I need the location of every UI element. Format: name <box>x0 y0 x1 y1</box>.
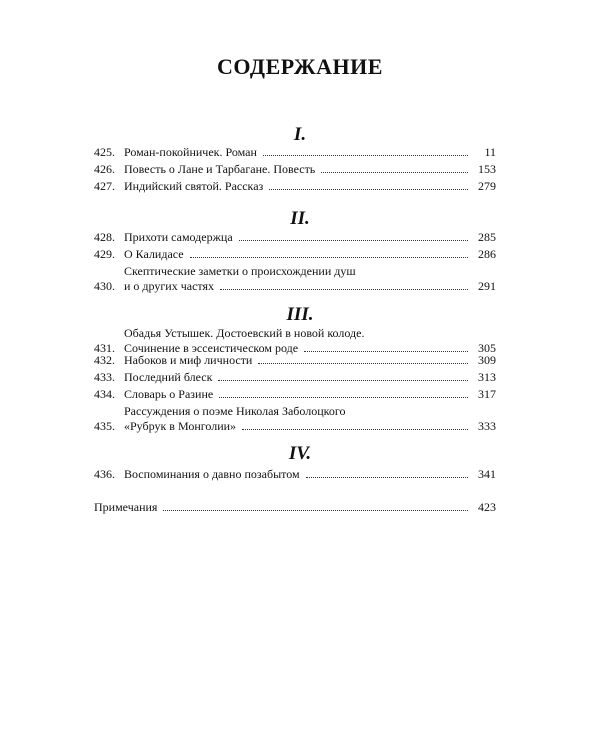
toc-entry[interactable] <box>94 353 496 368</box>
entry-number: 433. <box>94 370 115 384</box>
page-title: СОДЕРЖАНИЕ <box>217 54 383 79</box>
entry-number: 431. <box>94 341 115 355</box>
entry-title: Последний блеск <box>124 370 213 384</box>
toc-entry[interactable] <box>94 467 496 482</box>
toc-entry[interactable] <box>94 387 496 402</box>
toc-entry[interactable] <box>94 404 496 434</box>
dot-leader <box>269 189 468 190</box>
entry-page: 305 <box>478 341 496 355</box>
toc-entry[interactable] <box>94 230 496 245</box>
notes-page: 423 <box>478 500 496 514</box>
entry-page: 279 <box>478 179 496 193</box>
dot-leader <box>306 477 468 478</box>
entry-number: 425. <box>94 145 115 159</box>
dot-leader <box>321 172 468 173</box>
entry-number: 432. <box>94 353 115 367</box>
entry-title: О Калидасе <box>124 247 184 261</box>
entry-page: 11 <box>484 145 496 159</box>
toc-entry[interactable] <box>94 145 496 160</box>
entry-title: Набоков и миф личности <box>124 353 253 367</box>
dot-leader <box>190 257 468 258</box>
entry-number: 430. <box>94 279 115 293</box>
entry-title: Роман-покойничек. Роман <box>124 145 257 159</box>
toc-entry[interactable] <box>94 162 496 177</box>
entry-number: 427. <box>94 179 115 193</box>
entry-page: 291 <box>478 279 496 293</box>
entry-page: 341 <box>478 467 496 481</box>
toc-entry[interactable] <box>94 326 496 356</box>
entry-page: 286 <box>478 247 496 261</box>
entry-page: 309 <box>478 353 496 367</box>
entry-page: 153 <box>478 162 496 176</box>
dot-leader <box>163 510 468 511</box>
entry-title: Прихоти самодержца <box>124 230 233 244</box>
entry-number: 429. <box>94 247 115 261</box>
notes-label: Примечания <box>94 500 158 514</box>
dot-leader <box>242 429 468 430</box>
toc-entry[interactable] <box>94 370 496 385</box>
entry-title-line: Обадья Устышек. Достоевский в новой колоде. <box>124 326 365 340</box>
toc-entry[interactable] <box>94 179 496 194</box>
toc-entry[interactable] <box>94 264 496 294</box>
part-heading-3: III. <box>286 304 314 325</box>
dot-leader <box>218 380 468 381</box>
entry-number: 435. <box>94 419 115 433</box>
toc-entry-notes[interactable] <box>94 500 496 515</box>
entry-page: 317 <box>478 387 496 401</box>
part-heading-4: IV. <box>288 443 312 464</box>
entry-number: 434. <box>94 387 115 401</box>
entry-title-line: Рассуждения о поэме Николая Заболоцкого <box>124 404 346 418</box>
entry-number: 428. <box>94 230 115 244</box>
part-heading-2: II. <box>290 208 310 229</box>
dot-leader <box>220 289 468 290</box>
dot-leader <box>219 397 468 398</box>
entry-number: 436. <box>94 467 115 481</box>
entry-title: Сочинение в эссеистическом роде <box>124 341 299 355</box>
part-heading-1: I. <box>293 124 307 145</box>
entry-page: 285 <box>478 230 496 244</box>
entry-title: Повесть о Лане и Тарбагане. Повесть <box>124 162 316 176</box>
entry-title: Словарь о Разине <box>124 387 214 401</box>
toc-entry[interactable] <box>94 247 496 262</box>
dot-leader <box>304 351 468 352</box>
entry-title-line: Скептические заметки о происхождении душ <box>124 264 356 278</box>
dot-leader <box>263 155 468 156</box>
dot-leader <box>258 363 468 364</box>
entry-title: Индийский святой. Рассказ <box>124 179 264 193</box>
entry-page: 333 <box>478 419 496 433</box>
entry-title: «Рубрук в Монголии» <box>124 419 237 433</box>
entry-page: 313 <box>478 370 496 384</box>
entry-title: Воспоминания о давно позабытом <box>124 467 300 481</box>
entry-number: 426. <box>94 162 115 176</box>
entry-title: и о других частях <box>124 279 215 293</box>
dot-leader <box>239 240 468 241</box>
